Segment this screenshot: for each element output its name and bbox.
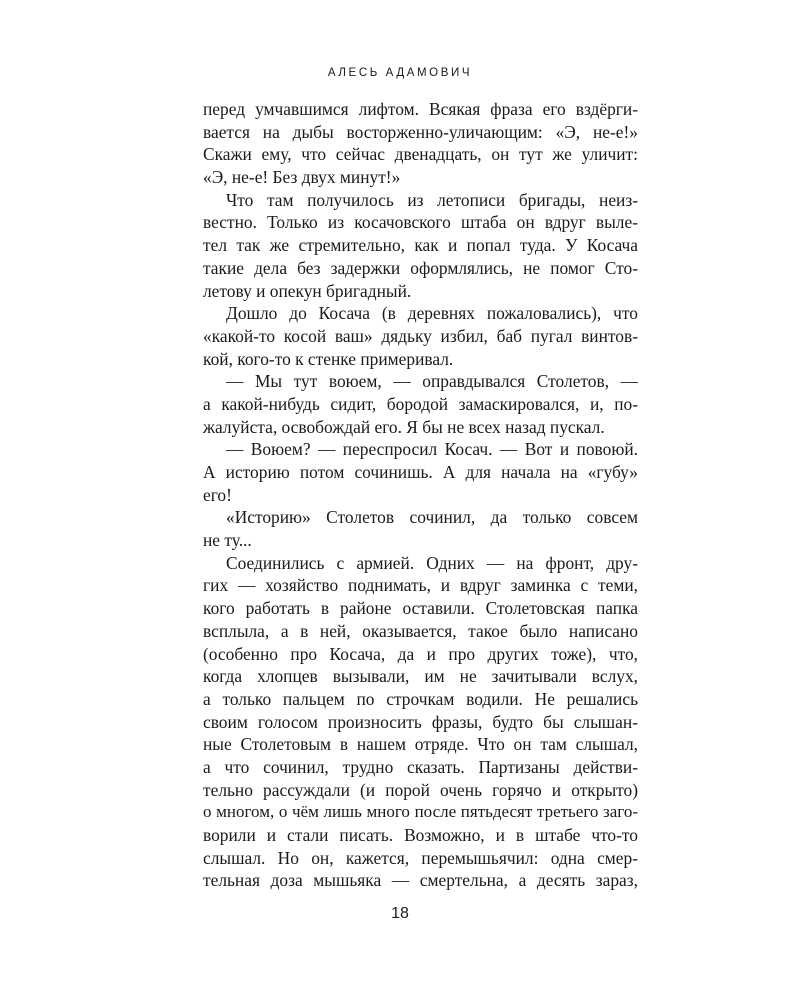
text-line: А историю потом сочинишь. А для начала на «губу» — [203, 462, 638, 482]
text-line: «Э, не-е! Без двух минут!» — [203, 167, 401, 188]
text-line: Что там получилось из летописи бригады, неиз- — [226, 189, 638, 210]
text-line: о многом, о чём лишь много после пятьдесят третьего заго- — [203, 802, 638, 822]
text-line: Скажи ему, что сейчас двенадцать, он тут же уличит: — [203, 144, 638, 165]
text-line: когда хлопцев вызывали, им не зачитывали вслух, — [203, 666, 638, 687]
body-text — [203, 98, 638, 892]
running-header-author: АЛЕСЬ АДАМОВИЧ — [327, 67, 473, 79]
text-line: ворили и стали писать. Возможно, и в штабе что-то — [203, 825, 638, 845]
text-line: Дошло до Косача (в деревнях пожаловались), что — [226, 303, 638, 324]
text-line: его! — [203, 484, 232, 505]
text-line: своим голосом произносить фразы, будто бы слышан- — [203, 711, 638, 732]
text-line: гих — хозяйство поднимать, и вдруг заминка с теми, — [203, 575, 638, 596]
text-line: кого работать в районе оставили. Столетовская папка — [203, 598, 638, 619]
text-line: а только пальцем по строчкам водили. Не решались — [203, 688, 638, 709]
text-line: тел так же стремительно, как и попал туда. У Косача — [203, 235, 638, 256]
text-line: перед умчавшимся лифтом. Всякая фраза его вздёрги- — [203, 99, 638, 119]
text-line: жалуйста, освобождай его. Я бы не всех назад пускал. — [203, 416, 605, 437]
page-number: 18 — [391, 905, 409, 922]
text-line: — Мы тут воюем, — оправдывался Столетов, — — [226, 371, 638, 392]
text-line: тельная доза мышьяка — смертельна, а десять зараз, — [203, 870, 638, 891]
text-line: «какой-то косой ваш» дядьку избил, баб пугал винтов- — [203, 325, 638, 346]
text-line: такие дела без задержки оформлялись, не помог Сто- — [203, 257, 638, 278]
text-line: вестно. Только из косачовского штаба он вдруг выле- — [203, 212, 638, 233]
text-line: всплыла, а в ней, оказывается, такое было написано — [203, 620, 638, 641]
text-line: (особенно про Косача, да и про других тоже), что, — [203, 643, 638, 664]
text-line: не ту... — [203, 530, 252, 551]
text-line: слышал. Но он, кажется, перемышьячил: одна смер- — [203, 847, 638, 868]
text-line: тельно рассуждали (и порой очень горячо и открыто) — [203, 779, 638, 800]
text-line: а какой-нибудь сидит, бородой замаскировался, и, по- — [203, 393, 638, 414]
text-line: кой, кого-то к стенке примеривал. — [203, 348, 454, 369]
text-line: летову и опекун бригадный. — [203, 280, 412, 301]
text-line: «Историю» Столетов сочинил, да только совсем — [226, 507, 638, 528]
text-line: Соединились с армией. Одних — на фронт, дру- — [226, 552, 638, 573]
text-line: — Воюем? — переспросил Косач. — Вот и повоюй. — [226, 439, 638, 460]
text-line: а что сочинил, трудно сказать. Партизаны действи- — [203, 756, 638, 777]
text-line: вается на дыбы восторженно-уличающим: «Э, не-е!» — [203, 121, 638, 142]
text-line: ные Столетовым в нашем отряде. Что он там слышал, — [203, 734, 638, 755]
